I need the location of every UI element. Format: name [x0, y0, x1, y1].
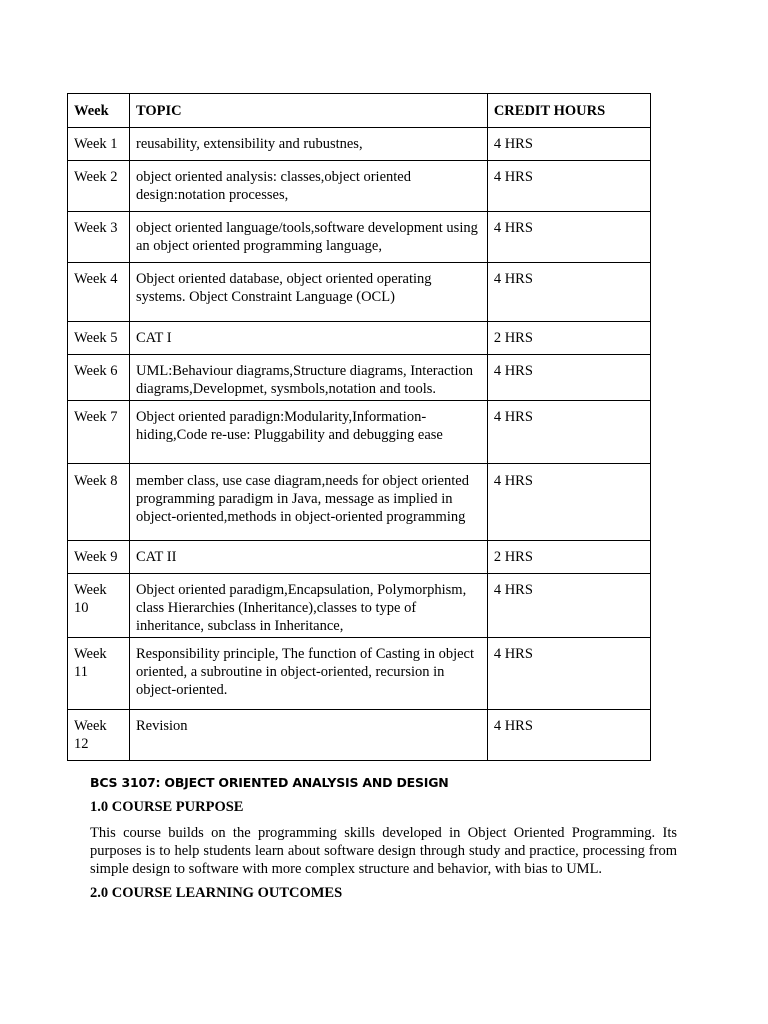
course-purpose-heading: 1.0 COURSE PURPOSE	[90, 799, 244, 815]
hours-cell: 4 HRS	[487, 710, 650, 761]
table-row	[68, 541, 651, 574]
table-row	[68, 128, 651, 161]
hours-cell: 2 HRS	[487, 541, 650, 574]
week-cell: Week 1	[68, 128, 130, 161]
course-title: BCS 3107: OBJECT ORIENTED ANALYSIS AND DESIGN	[90, 775, 449, 790]
topic-cell: reusability, extensibility and rubustnes,	[129, 128, 487, 161]
table-row	[68, 710, 651, 761]
course-purpose-text: This course builds on the programming skills developed in Object Oriented Programming. Its purposes is to help students learn about software design through study and practice, processing from simple design to software with more complex structure and behavior, with bias to UML.	[90, 825, 677, 877]
topic-cell: object oriented language/tools,software development using an object oriented programming language,	[129, 212, 487, 263]
topic-cell: Object oriented paradigm,Encapsulation, Polymorphism, class Hierarchies (Inheritance),classes to type of inheritance, subclass in Inheritance,	[129, 574, 487, 638]
hours-cell: 4 HRS	[487, 212, 650, 263]
course-section	[90, 774, 677, 910]
week-cell: Week 2	[68, 161, 130, 212]
week-cell: Week 12	[68, 710, 130, 761]
table-header-row	[68, 94, 651, 128]
hours-cell: 4 HRS	[487, 638, 650, 710]
week-cell: Week 9	[68, 541, 130, 574]
table-row	[68, 212, 651, 263]
hours-cell: 4 HRS	[487, 128, 650, 161]
table-row	[68, 464, 651, 541]
week-cell: Week 5	[68, 322, 130, 355]
week-cell: Week 7	[68, 401, 130, 464]
table-row	[68, 322, 651, 355]
week-cell: Week 4	[68, 263, 130, 322]
table-row	[68, 638, 651, 710]
topic-cell: Revision	[129, 710, 487, 761]
header-topic: TOPIC	[129, 94, 487, 128]
topic-cell: CAT I	[129, 322, 487, 355]
week-cell: Week 6	[68, 355, 130, 401]
topic-cell: UML:Behaviour diagrams,Structure diagrams, Interaction diagrams,Developmet, sysmbols,notation and tools.	[129, 355, 487, 401]
table-row	[68, 355, 651, 401]
topic-cell: Object oriented paradign:Modularity,Information-hiding,Code re-use: Pluggability and debugging ease	[129, 401, 487, 464]
table-row	[68, 161, 651, 212]
topic-cell: member class, use case diagram,needs for object oriented programming paradigm in Java, message as implied in object-oriented,methods in object-oriented programming	[129, 464, 487, 541]
course-schedule-table	[67, 93, 651, 761]
week-cell: Week 8	[68, 464, 130, 541]
hours-cell: 2 HRS	[487, 322, 650, 355]
header-week: Week	[68, 94, 130, 128]
topic-cell: CAT II	[129, 541, 487, 574]
topic-cell: object oriented analysis: classes,object oriented design:notation processes,	[129, 161, 487, 212]
week-cell: Week 3	[68, 212, 130, 263]
table-row	[68, 263, 651, 322]
week-cell: Week 11	[68, 638, 130, 710]
table-row	[68, 401, 651, 464]
hours-cell: 4 HRS	[487, 464, 650, 541]
hours-cell: 4 HRS	[487, 263, 650, 322]
topic-cell: Responsibility principle, The function of Casting in object oriented, a subroutine in object-oriented, recursion in object-oriented.	[129, 638, 487, 710]
hours-cell: 4 HRS	[487, 574, 650, 638]
table-row	[68, 574, 651, 638]
week-cell: Week 10	[68, 574, 130, 638]
header-credit-hours: CREDIT HOURS	[487, 94, 650, 128]
hours-cell: 4 HRS	[487, 355, 650, 401]
hours-cell: 4 HRS	[487, 161, 650, 212]
topic-cell: Object oriented database, object oriented operating systems. Object Constraint Language (OCL)	[129, 263, 487, 322]
hours-cell: 4 HRS	[487, 401, 650, 464]
learning-outcomes-heading: 2.0 COURSE LEARNING OUTCOMES	[90, 885, 343, 901]
